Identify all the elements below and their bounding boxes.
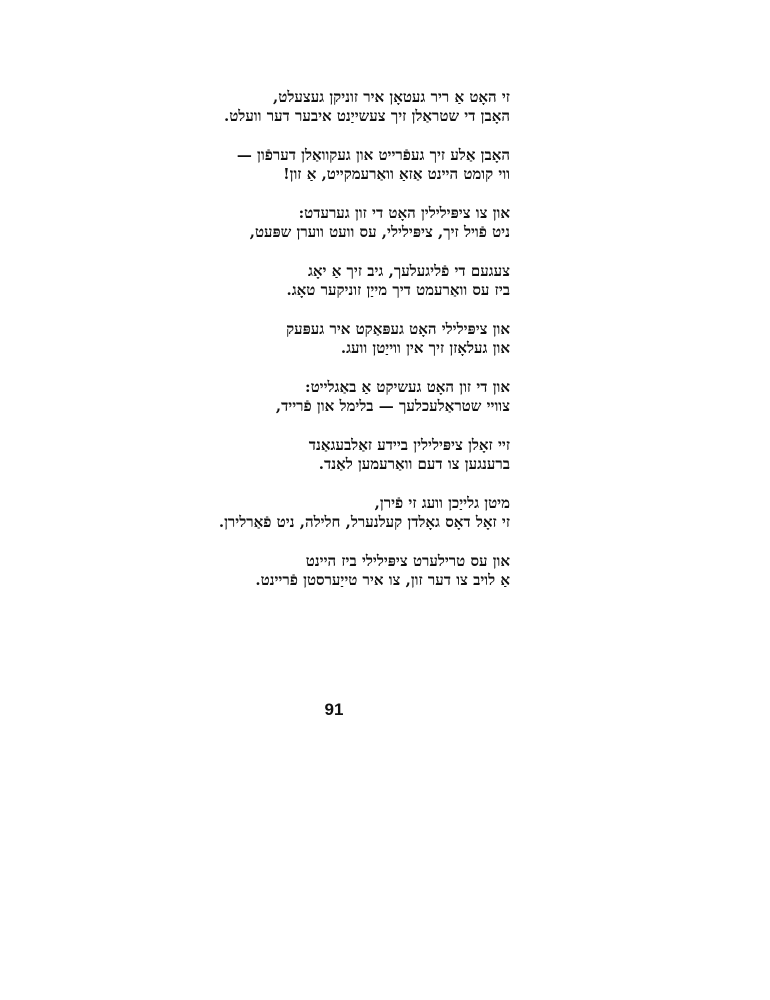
poem-line: ניט פֿויל זיך, ציפּילילי, עס וועט ווערן שפּעט, (249, 223, 510, 241)
poem-line: און ציפּילילי האָט געפּאַקט איר געפּעק (286, 320, 510, 338)
poem-line: מיטן גלייַכן וועג זי פֿירן, (374, 494, 510, 512)
page-number: 91 (324, 700, 344, 719)
stanza-7 (90, 436, 510, 474)
stanza-3 (90, 204, 510, 242)
poem-line: זי האָט אַ ריר געטאָן איר זוניקן געצעלט, (273, 88, 510, 106)
stanza-4 (90, 262, 510, 300)
poem-line: און צו ציפּילילין האָט די זון גערעדט: (298, 204, 510, 222)
stanza-8 (90, 494, 510, 532)
poem-line: ברענגען צו דעם וואַרעמען לאַנד. (318, 455, 510, 473)
poem-line: ביז עס וואַרעמט דיך מייַן זוניקער טאָג. (286, 281, 510, 299)
poem-line: זי זאָל דאָס גאָלדן קעלנערל, חלילה, ניט פֿאַרלירן. (218, 513, 510, 531)
stanza-5 (90, 320, 510, 358)
poem-text (90, 88, 510, 610)
poem-line: און די זון האָט געשיקט אַ באַגלייט: (305, 378, 510, 396)
poem-line: און געלאָזן זיך אין ווייַטן וועג. (340, 339, 510, 357)
poem-line: האָבן די שטראַלן זיך צעשייַנט איבער דער וועלט. (224, 107, 510, 125)
poem-line: צוויי שטראַלעכלעך — בלימל און פֿרייד, (275, 397, 510, 415)
stanza-2 (90, 146, 510, 184)
poem-line: זיי זאָלן ציפּילילין ביידע זאַלבעגאַנד (308, 436, 510, 454)
poem-line: און עס טרילערט ציפּילילי ביז היינט (305, 552, 510, 570)
stanza-9 (90, 552, 510, 590)
stanza-1 (90, 88, 510, 126)
stanza-6 (90, 378, 510, 416)
poem-line: ווי קומט היינט אַזאַ וואַרעמקייט, אַ זון! (283, 165, 510, 183)
poem-line: צעגעם די פֿליגעלעך, גיב זיך אַ יאָג (307, 262, 510, 280)
poem-line: אַ לויב צו דער זון, צו איר טייַערסטן פֿריינט. (255, 571, 510, 589)
poem-line: האָבן אַלע זיך געפֿרייט און געקוואַלן דערפֿון — (236, 146, 510, 164)
